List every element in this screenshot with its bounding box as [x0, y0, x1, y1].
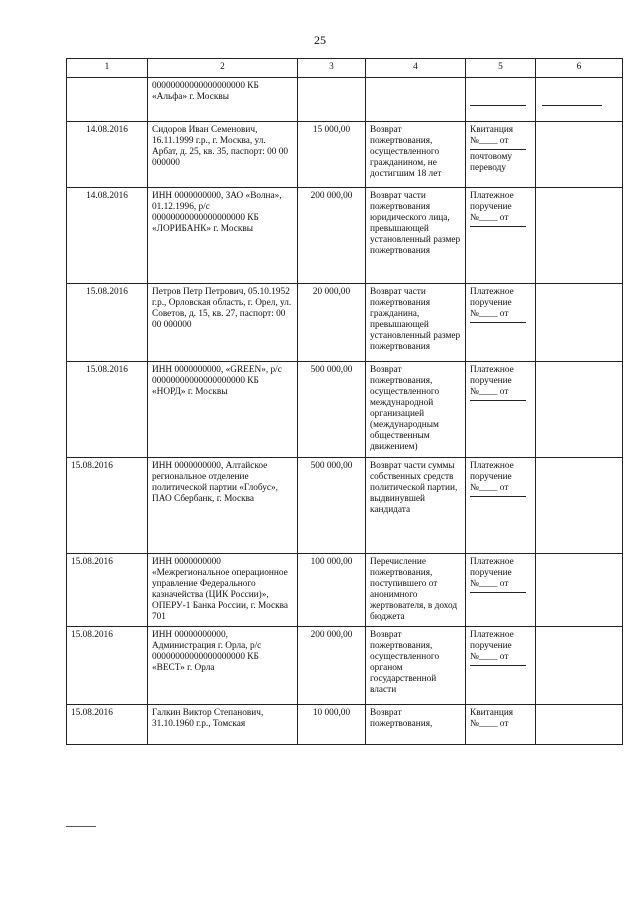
table-row	[67, 705, 623, 745]
footer-rule	[66, 826, 96, 827]
document-type: Платежное поручение	[470, 461, 514, 482]
date-blank-line	[470, 496, 526, 497]
reason-cell: Возврат части пожертвования гражданина, превышающей установленный размер пожертвования	[366, 284, 466, 362]
column-header-6: 6	[536, 59, 623, 78]
column-header-4: 4	[366, 59, 466, 78]
continuation-doc-cell	[466, 78, 536, 122]
document-number: №____ от	[470, 213, 509, 223]
payment-document-cell	[466, 458, 536, 554]
reason-cell: Возврат пожертвования, осуществленного гражданином, не достигшим 18 лет	[366, 122, 466, 188]
date-cell: 14.08.2016	[67, 188, 148, 284]
date-blank-line	[470, 322, 526, 323]
payment-document-cell	[466, 362, 536, 458]
reason-cell: Возврат части пожертвования юридического лица, превышающей установленный размер пожертвования	[366, 188, 466, 284]
document-number: №____ от	[470, 579, 509, 589]
date-cell: 15.08.2016	[67, 554, 148, 627]
continuation-date-cell	[67, 78, 148, 122]
column-6-cell	[536, 188, 623, 284]
continuation-reason-cell	[366, 78, 466, 122]
date-cell: 14.08.2016	[67, 122, 148, 188]
column-6-cell	[536, 705, 623, 745]
document-number: №____ от	[470, 309, 509, 319]
payment-document-cell	[466, 284, 536, 362]
recipient-cell: ИНН 00000000000, Администрация г. Орла, р/с 00000000000000000000 КБ «ВЕСТ» г. Орла	[148, 627, 298, 705]
document-number: №____ от	[470, 483, 509, 493]
table-row	[67, 554, 623, 627]
document-type: Квитанция	[470, 125, 514, 135]
amount-cell: 500 000,00	[298, 362, 366, 458]
reason-cell: Возврат пожертвования, осуществленного международной организацией (международным общественным движением)	[366, 362, 466, 458]
document-type: Платежное поручение	[470, 557, 514, 578]
date-blank-line	[470, 149, 526, 150]
date-cell: 15.08.2016	[67, 284, 148, 362]
recipient-cell: ИНН 0000000000, ЗАО «Волна», 01.12.1996, р/с 00000000000000000000 КБ «ЛОРИБАНК» г. Москвы	[148, 188, 298, 284]
amount-cell: 10 000,00	[298, 705, 366, 745]
column-6-cell	[536, 627, 623, 705]
recipient-cell: Петров Петр Петрович, 05.10.1952 г.р., Орловская область, г. Орел, ул. Советов, д. 15, кв. 27, паспорт: 00 00 000000	[148, 284, 298, 362]
document-number: №____ от	[470, 652, 509, 662]
amount-cell: 15 000,00	[298, 122, 366, 188]
date-blank-line	[470, 226, 526, 227]
document-extra: почтовому переводу	[470, 152, 512, 173]
table-row	[67, 627, 623, 705]
date-blank-line	[470, 665, 526, 666]
amount-cell: 200 000,00	[298, 188, 366, 284]
continuation-amount-cell	[298, 78, 366, 122]
date-blank-line	[470, 400, 526, 401]
payment-document-cell	[466, 554, 536, 627]
table-row	[67, 122, 623, 188]
payment-document-cell	[466, 705, 536, 745]
column-header-1: 1	[67, 59, 148, 78]
document-type: Квитанция	[470, 708, 514, 718]
document-type: Платежное поручение	[470, 191, 514, 212]
column-6-cell	[536, 362, 623, 458]
amount-cell: 500 000,00	[298, 458, 366, 554]
continuation-recipient: 00000000000000000000 КБ «Альфа» г. Москвы	[148, 78, 298, 122]
column-header-5: 5	[466, 59, 536, 78]
document-number: №____ от	[470, 387, 509, 397]
recipient-cell: ИНН 0000000000, «GREEN», р/с 00000000000000000000 КБ «НОРД» г. Москвы	[148, 362, 298, 458]
date-cell: 15.08.2016	[67, 705, 148, 745]
table-row	[67, 188, 623, 284]
amount-cell: 200 000,00	[298, 627, 366, 705]
continuation-col6-cell	[536, 78, 623, 122]
payment-document-cell	[466, 122, 536, 188]
signature-line	[542, 105, 602, 106]
date-blank-line	[470, 592, 526, 593]
reason-cell: Возврат части суммы собственных средств политической партии, выдвинувшей кандидата	[366, 458, 466, 554]
document-type: Платежное поручение	[470, 365, 514, 386]
amount-cell: 100 000,00	[298, 554, 366, 627]
column-6-cell	[536, 554, 623, 627]
column-header-3: 3	[298, 59, 366, 78]
column-6-cell	[536, 284, 623, 362]
reason-cell: Возврат пожертвования, осуществленного органом государственной власти	[366, 627, 466, 705]
payment-document-cell	[466, 188, 536, 284]
date-cell: 15.08.2016	[67, 458, 148, 554]
table-row	[67, 458, 623, 554]
table-header-row	[67, 59, 623, 78]
recipient-cell: Галкин Виктор Степанович, 31.10.1960 г.р., Томская	[148, 705, 298, 745]
document-number: №____ от	[470, 719, 509, 729]
table-row	[67, 362, 623, 458]
recipient-cell: Сидоров Иван Семенович, 16.11.1999 г.р., г. Москва, ул. Арбат, д. 25, кв. 35, паспорт: 00 00 000000	[148, 122, 298, 188]
signature-line	[470, 105, 526, 106]
page-number: 25	[314, 33, 326, 47]
reason-cell: Возврат пожертвования,	[366, 705, 466, 745]
column-6-cell	[536, 122, 623, 188]
column-6-cell	[536, 458, 623, 554]
recipient-cell: ИНН 0000000000, Алтайское региональное отделение политической партии «Глобус», ПАО Сбербанк, г. Москва	[148, 458, 298, 554]
continuation-row	[67, 78, 623, 122]
document-type: Платежное поручение	[470, 287, 514, 308]
table-row	[67, 284, 623, 362]
payment-document-cell	[466, 627, 536, 705]
document-type: Платежное поручение	[470, 630, 514, 651]
recipient-cell: ИНН 0000000000 «Межрегиональное операционное управление Федерального казначейства (ЦИК России)», ОПЕРУ-1 Банка России, г. Москва 701	[148, 554, 298, 627]
donations-table	[66, 58, 623, 745]
date-cell: 15.08.2016	[67, 362, 148, 458]
amount-cell: 20 000,00	[298, 284, 366, 362]
column-header-2: 2	[148, 59, 298, 78]
reason-cell: Перечисление пожертвования, поступившего от анонимного жертвователя, в доход бюджета	[366, 554, 466, 627]
date-cell: 15.08.2016	[67, 627, 148, 705]
document-number: №____ от	[470, 136, 509, 146]
